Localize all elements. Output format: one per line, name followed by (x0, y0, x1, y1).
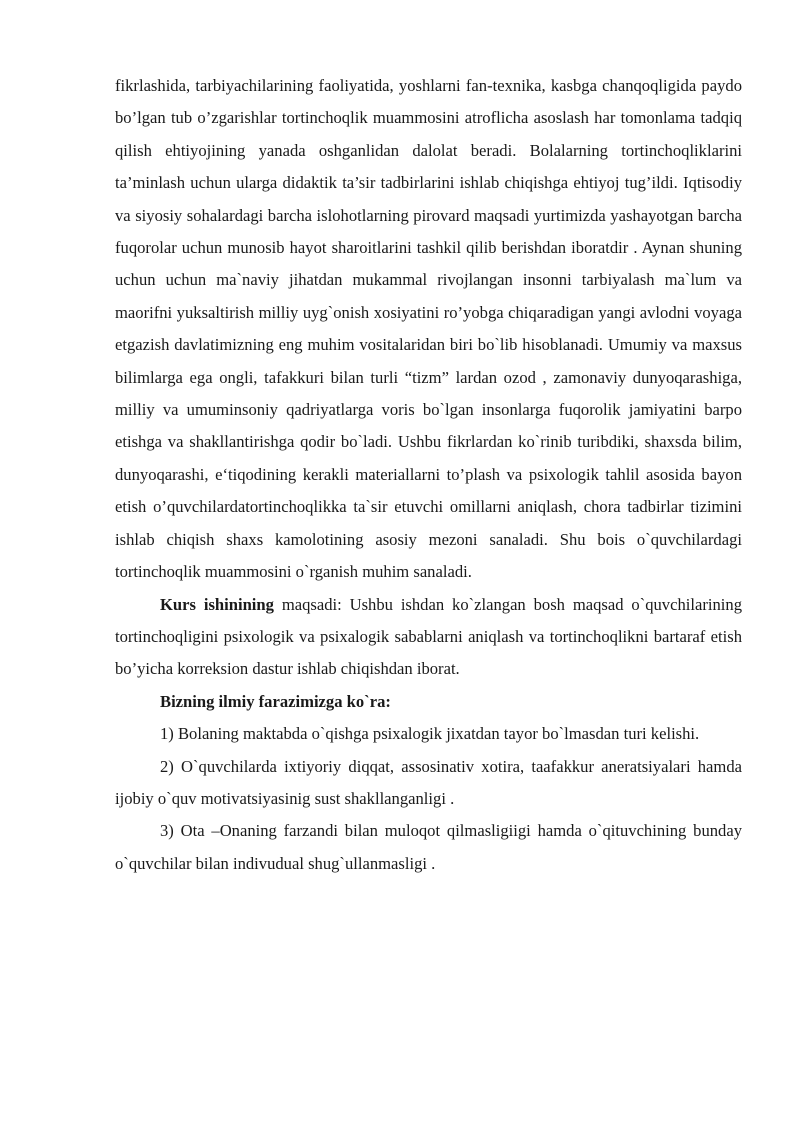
aim-paragraph (115, 589, 742, 686)
aim-heading: Kurs ishinining (160, 594, 274, 614)
hypothesis-heading: Bizning ilmiy farazimizga ko`ra: (160, 691, 391, 711)
body-paragraph: fikrlashida, tarbiyachilarining faoliyatida, yoshlarni fan-texnika, kasbga chanqoqligida paydo bo’lgan tub o’zgarishlar tortinchoqlik muammosini atroflicha asoslash har tomonlama tadqiq qilish ehtiyojining yanada oshganlidan dalolat beradi. Bolalarning tortinchoqliklarini ta’minlash uchun ularga didaktik ta’sir tadbirlarini ishlab chiqishga ehtiyoj tug’ildi. Iqtisodiy va siyosiy sohalardagi barcha islohotlarning pirovard maqsadi yurtimizda yashayotgan barcha fuqorolar uchun munosib hayot sharoitlarini tashkil qilib berishdan iboratdir . Aynan shuning uchun uchun ma`naviy jihatdan mukammal rivojlangan insonni tarbiyalash ma`lum va maorifni yuksaltirish milliy uyg`onish xosiyatini ro’yobga chiqaradigan yangi avlodni voyaga etgazish davlatimizning eng muhim vositalaridan biri bo`lib hisoblanadi. Umumiy va maxsus bilimlarga ega ongli, tafakkuri bilan turli “tizm” lardan ozod , zamonaviy dunyoqarashiga, milliy va umuminsoniy qadriyatlarga voris bo`lgan insonlarga fuqorolik jamiyatini barpo etishga va shakllantirishga qodir bo`ladi. Ushbu fikrlardan ko`rinib turibdiki, shaxsda bilim, dunyoqarashi, e‘tiqodining kerakli materiallarni to’plash va psixologik tahlil asosida bayon etish o’quvchilardatortinchoqlikka ta`sir etuvchi omillarni aniqlash, chora tadbirlar tizimini ishlab chiqish shaxs kamolotining asosiy mezoni sanaladi. Shu bois o`quvchilardagi tortinchoqlik muammosini o`rganish muhim sanaladi. (115, 76, 742, 582)
aim-text: maqsadi: Ushbu ishdan ko`zlangan bosh maqsad o`quvchilarining tortinchoqligini psixologik va psixalogik sabablarni aniqlash va tortinchoqlikni bartaraf etish bo’yicha korreksion dastur ishlab chiqishdan iborat. (115, 594, 742, 679)
hypothesis-item-1: 1) Bolaning maktabda o`qishga psixalogik jixatdan tayor bo`lmasdan turi kelishi. (160, 724, 700, 744)
hypothesis-item-3: 3) Ota –Onaning farzandi bilan muloqot qilmasligiigi hamda o`qituvchining bunday o`quvchilar bilan indivudual shug`ullanmasligi . (115, 821, 742, 873)
hypothesis-item-2: 2) O`quvchilarda ixtiyoriy diqqat, assosinativ xotira, taafakkur aneratsiyalari hamda ijobiy o`quv motivatsiyasinig sust shakllanganligi . (115, 756, 742, 808)
document-page (115, 70, 742, 880)
